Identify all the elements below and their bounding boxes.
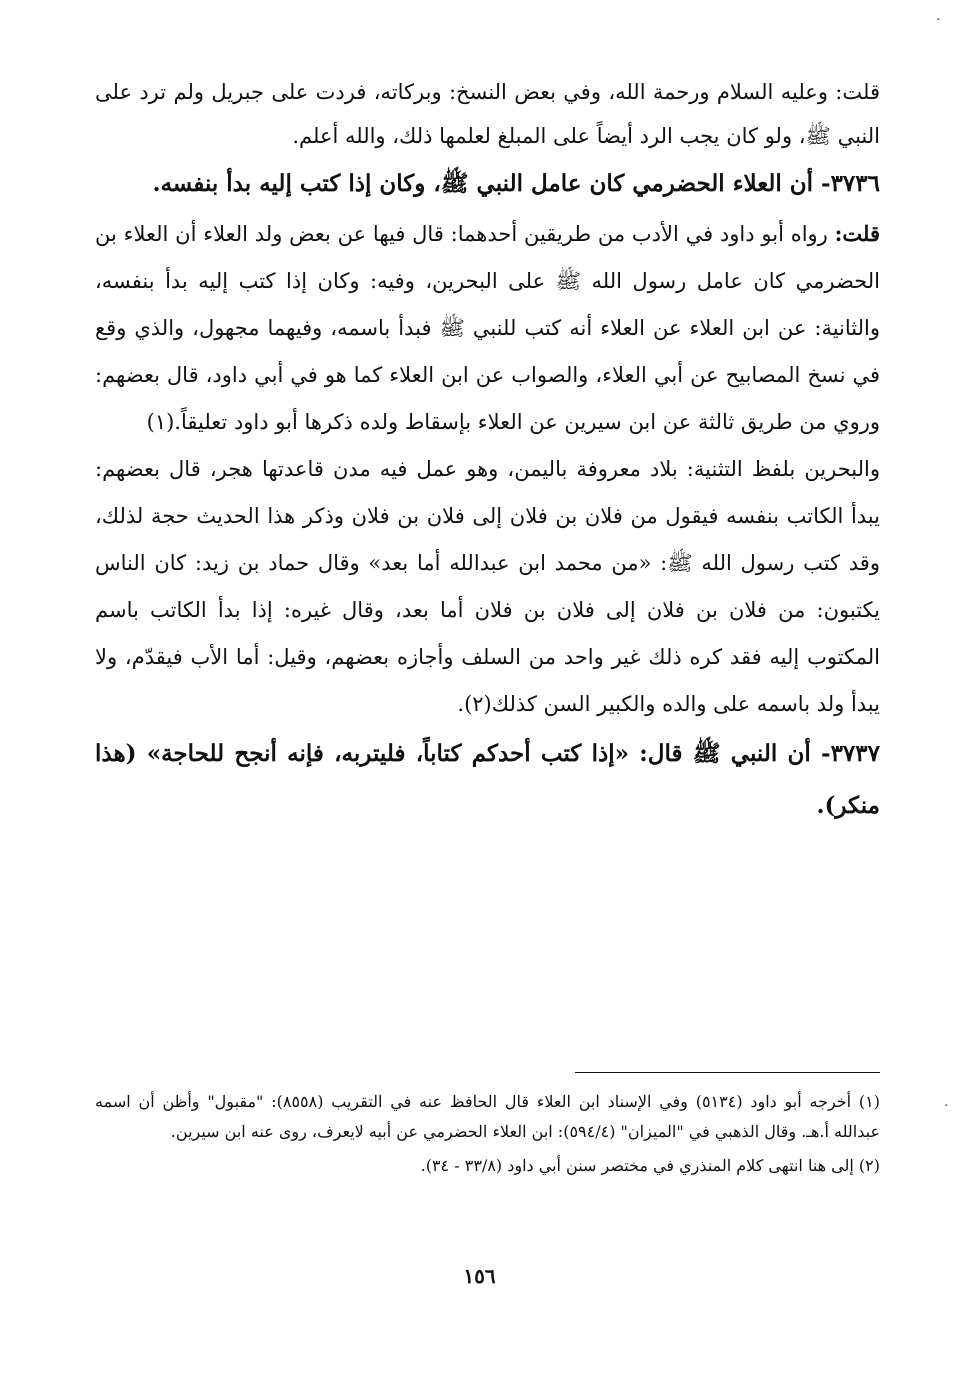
paragraph-2-body: رواه أبو داود في الأدب من طريقين أحدهما: قال فيها عن بعض ولد العلاء أن العلاء بن الحضرمي كان عامل رسول الله ﷺ على البحرين، وفيه: وكان إذا كتب إليه بدأ بنفسه، والثانية: عن ابن العلاء عن العلاء أنه كتب للنبي ﷺ فبدأ باسمه، وفيهما مجهول، والذي وقع في نسخ المصابيح عن أبي العلاء، والصواب عن ابن العلاء كما هو في أبي داود، قال بعضهم: وروي من طريق ثالثة عن ابن سيرين عن العلاء بإسقاط ولده ذكرها أبو داود تعليقاً.(١)	[95, 222, 880, 434]
footnotes	[95, 1072, 880, 1181]
paragraph-3: والبحرين بلفظ التثنية: بلاد معروفة باليمن، وهو عمل فيه مدن قاعدتها هجر، قال بعضهم: يبدأ الكاتب بنفسه فيقول من فلان بن فلان إلى فلان بن فلان وذكر هذا الحديث حجة لذلك، وقد كتب رسول الله ﷺ: «من محمد ابن عبدالله أما بعد» وقال حماد بن زيد: كان الناس يكتبون: من فلان بن فلان إلى فلان بن فلان أما بعد، وقال غيره: إذا بدأ الكاتب باسم المكتوب إليه فقد كره ذلك غير واحد من السلف وأجازه بعضهم، وقيل: أما الأب فيقدّم، ولا يبدأ ولد باسمه على والده والكبير السن كذلك(٢).	[95, 457, 880, 716]
hadith-3737-heading: ٣٧٣٧- أن النبي ﷺ قال: «إذا كتب أحدكم كتاباً، فليتربه، فإنه أنجح للحاجة» (هذا منكر).	[95, 740, 880, 819]
footnote-1: (١) أخرجه أبو داود (٥١٣٤) وفي الإسناد ابن العلاء قال الحافظ عنه في التقريب (٨٥٥٨): "مقبول" وأظن أن اسمه عبدالله أ.هـ. وقال الذهبي في "الميزان" (٥٩٤/٤): ابن العلاء الحضرمي عن أبيه لايعرف، روى عنه ابن سيرين.	[95, 1092, 880, 1141]
page-number: ١٥٦	[463, 1264, 496, 1288]
footnote-2: (٢) إلى هنا انتهى كلام المنذري في مختصر سنن أبي داود (٣٣/٨ - ٣٤).	[420, 1156, 880, 1175]
paragraph-1: قلت: وعليه السلام ورحمة الله، وفي بعض النسخ: وبركاته، فردت على جبريل ولم ترد على النبي ﷺ، ولو كان يجب الرد أيضاً على المبلغ لعلمها ذلك، والله أعلم.	[95, 80, 880, 148]
scan-dot-top-right: ·	[936, 12, 941, 28]
page-body	[95, 70, 880, 832]
hadith-3736-heading: ٣٧٣٦- أن العلاء الحضرمي كان عامل النبي ﷺ، وكان إذا كتب إليه بدأ بنفسه.	[152, 170, 880, 197]
paragraph-2	[95, 210, 880, 446]
qultu-label: قلت:	[834, 221, 880, 246]
scan-dot-right: ·	[944, 1098, 949, 1114]
footnote-separator	[575, 1072, 880, 1073]
